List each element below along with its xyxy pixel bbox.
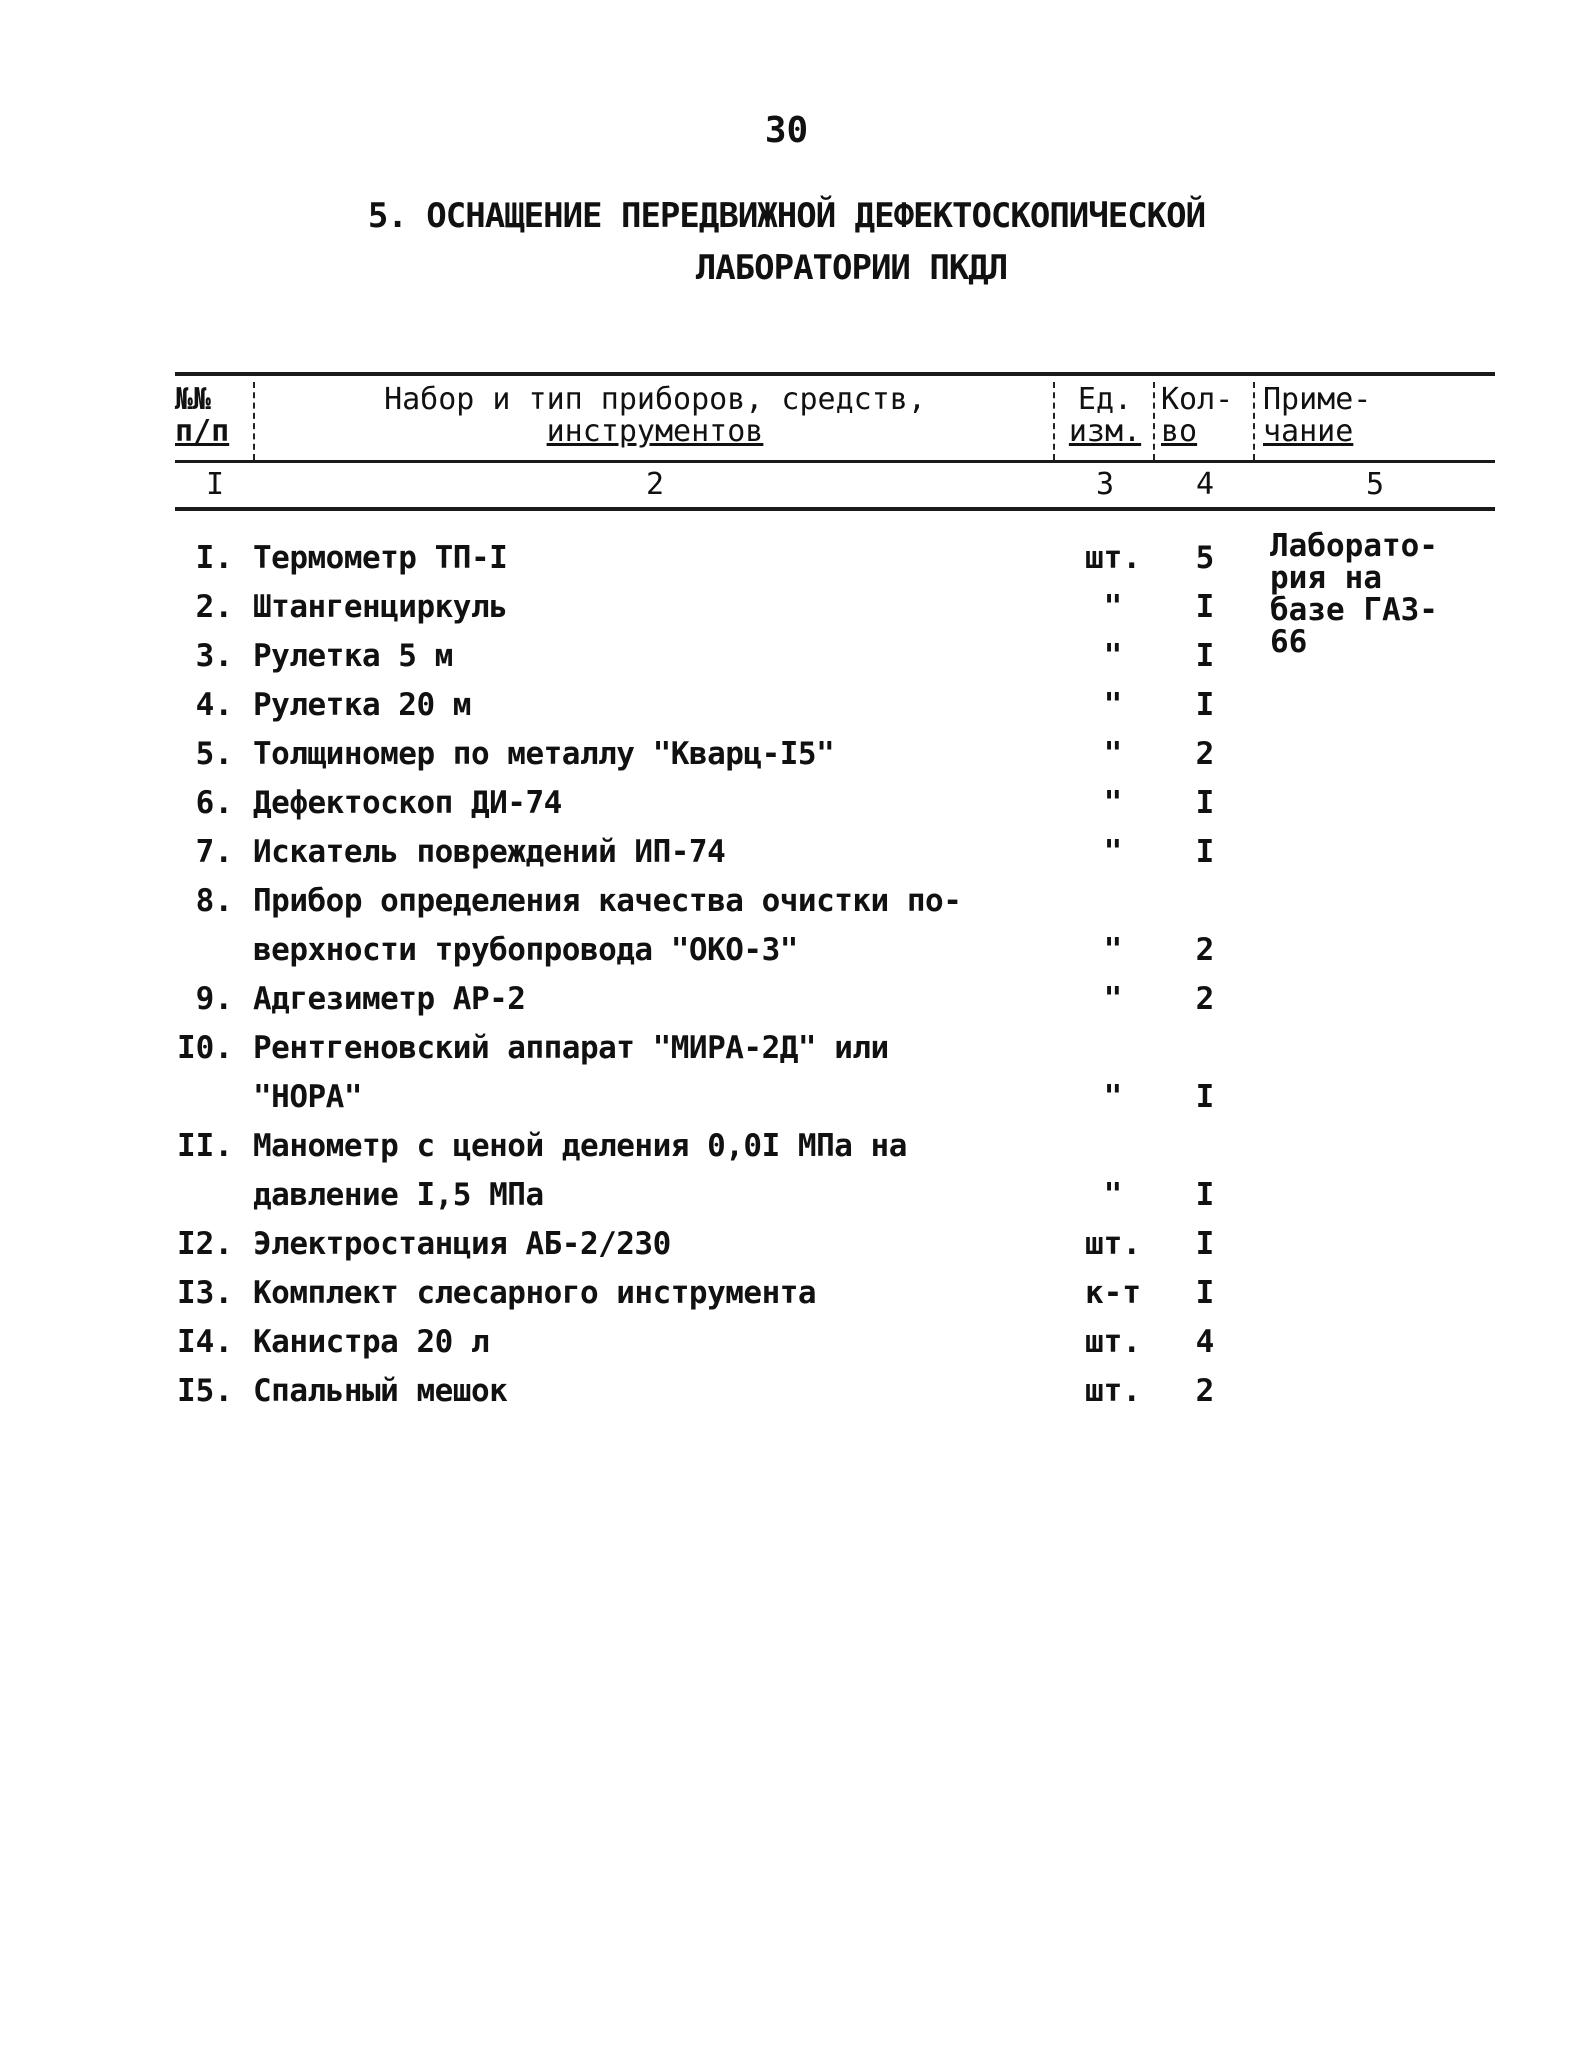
row-name: Адгезиметр АР-2 xyxy=(253,981,526,1017)
table-row xyxy=(0,1367,1573,1416)
row-unit: " xyxy=(1103,981,1123,1017)
table-row xyxy=(0,877,1573,926)
row-name: давление I,5 МПа xyxy=(253,1177,544,1213)
row-number: 9. xyxy=(195,981,233,1017)
row-quantity: I xyxy=(1195,1177,1215,1213)
header-col-unit xyxy=(1055,376,1155,460)
row-unit: шт. xyxy=(1085,1373,1141,1409)
table-row xyxy=(0,681,1573,730)
row-unit: к-т xyxy=(1085,1275,1141,1311)
row-unit: " xyxy=(1103,785,1123,821)
table-row xyxy=(0,1024,1573,1073)
header-col-note xyxy=(1255,376,1495,460)
row-unit: шт. xyxy=(1085,1226,1141,1262)
row-name: Толщиномер по металлу "Кварц-I5" xyxy=(253,736,835,772)
row-unit: " xyxy=(1103,687,1123,723)
row-name: Манометр с ценой деления 0,0I МПа на xyxy=(253,1128,907,1164)
row-name: Рентгеновский аппарат "МИРА-2Д" или xyxy=(253,1030,889,1066)
table-header xyxy=(175,376,1495,460)
row-unit: шт. xyxy=(1085,540,1141,576)
row-unit: " xyxy=(1103,834,1123,870)
row-number: 4. xyxy=(195,687,233,723)
row-unit: " xyxy=(1103,589,1123,625)
header-col1-top: №№ xyxy=(175,382,212,417)
row-unit: " xyxy=(1103,932,1123,968)
table-row xyxy=(0,975,1573,1024)
column-number: 2 xyxy=(645,467,665,502)
header-col-name xyxy=(255,376,1055,460)
row-quantity: 5 xyxy=(1195,540,1215,576)
row-name: Рулетка 5 м xyxy=(253,638,453,674)
header-col-number xyxy=(175,376,255,460)
row-number: I2. xyxy=(177,1226,233,1262)
row-name: Спальный мешок xyxy=(253,1373,508,1409)
row-name: верхности трубопровода "ОКО-3" xyxy=(253,932,798,968)
table-row xyxy=(0,730,1573,779)
row-number: I0. xyxy=(177,1030,233,1066)
table-row xyxy=(0,1269,1573,1318)
row-name: "НОРА" xyxy=(253,1079,362,1115)
row-quantity: I xyxy=(1195,1226,1215,1262)
row-name: Искатель повреждений ИП-74 xyxy=(253,834,726,870)
row-unit: шт. xyxy=(1085,1324,1141,1360)
row-number: 8. xyxy=(195,883,233,919)
row-name: Дефектоскоп ДИ-74 xyxy=(253,785,562,821)
header-col4-line2: во xyxy=(1161,414,1198,449)
row-quantity: I xyxy=(1195,1275,1215,1311)
table-row xyxy=(0,926,1573,975)
row-name: Штангенциркуль xyxy=(253,589,508,625)
row-number: 2. xyxy=(195,589,233,625)
row-unit: " xyxy=(1103,1177,1123,1213)
row-number: II. xyxy=(177,1128,233,1164)
column-number: 3 xyxy=(1095,467,1115,502)
title-line-1: 5. ОСНАЩЕНИЕ ПЕРЕДВИЖНОЙ ДЕФЕКТОСКОПИЧЕСКОЙ xyxy=(367,196,1206,236)
note-text: Лаборато- рия на базе ГАЗ- 66 xyxy=(1270,528,1438,660)
column-number: 5 xyxy=(1365,467,1385,502)
row-number: 3. xyxy=(195,638,233,674)
row-quantity: I xyxy=(1195,638,1215,674)
header-col4-line1: Кол- xyxy=(1161,382,1234,417)
header-col1-bottom: п/п xyxy=(175,414,230,449)
table-row xyxy=(0,1318,1573,1367)
table-row xyxy=(0,828,1573,877)
table-row xyxy=(0,1073,1573,1122)
row-quantity: 2 xyxy=(1195,736,1215,772)
row-name: Прибор определения качества очистки по- xyxy=(253,883,962,919)
row-number: I5. xyxy=(177,1373,233,1409)
row-name: Термометр ТП-I xyxy=(253,540,508,576)
row-quantity: I xyxy=(1195,589,1215,625)
row-quantity: I xyxy=(1195,834,1215,870)
header-col2-line2: инструментов xyxy=(546,414,764,449)
row-quantity: 2 xyxy=(1195,932,1215,968)
row-quantity: 2 xyxy=(1195,981,1215,1017)
row-unit: " xyxy=(1103,1079,1123,1115)
header-col5-line1: Приме- xyxy=(1263,382,1372,417)
header-col2-line1: Набор и тип приборов, средств, xyxy=(384,382,926,417)
table-row xyxy=(0,1220,1573,1269)
header-col-qty xyxy=(1155,376,1255,460)
row-name: Рулетка 20 м xyxy=(253,687,471,723)
header-col3-line1: Ед. xyxy=(1077,382,1133,417)
row-number: I. xyxy=(195,540,233,576)
row-name: Электростанция АБ-2/230 xyxy=(253,1226,671,1262)
table-row xyxy=(0,1122,1573,1171)
row-name: Комплект слесарного инструмента xyxy=(253,1275,817,1311)
equipment-table xyxy=(175,372,1495,511)
page-number: 30 xyxy=(764,110,809,151)
document-title xyxy=(0,190,1573,294)
row-number: 6. xyxy=(195,785,233,821)
header-col3-line2: изм. xyxy=(1068,414,1142,449)
table-row xyxy=(0,779,1573,828)
row-number: 7. xyxy=(195,834,233,870)
row-name: Канистра 20 л xyxy=(253,1324,490,1360)
table-row xyxy=(0,1171,1573,1220)
row-number: I4. xyxy=(177,1324,233,1360)
row-unit: " xyxy=(1103,638,1123,674)
column-number-row xyxy=(175,463,1495,507)
row-number: I3. xyxy=(177,1275,233,1311)
column-number: I xyxy=(205,467,225,502)
row-quantity: 2 xyxy=(1195,1373,1215,1409)
column-number: 4 xyxy=(1195,467,1215,502)
row-quantity: 4 xyxy=(1195,1324,1215,1360)
column-number-rule xyxy=(175,507,1495,511)
header-col5-line2: чание xyxy=(1263,414,1354,449)
row-quantity: I xyxy=(1195,687,1215,723)
row-quantity: I xyxy=(1195,785,1215,821)
row-quantity: I xyxy=(1195,1079,1215,1115)
row-unit: " xyxy=(1103,736,1123,772)
row-number: 5. xyxy=(195,736,233,772)
title-line-2: ЛАБОРАТОРИИ ПКДЛ xyxy=(695,248,1008,288)
